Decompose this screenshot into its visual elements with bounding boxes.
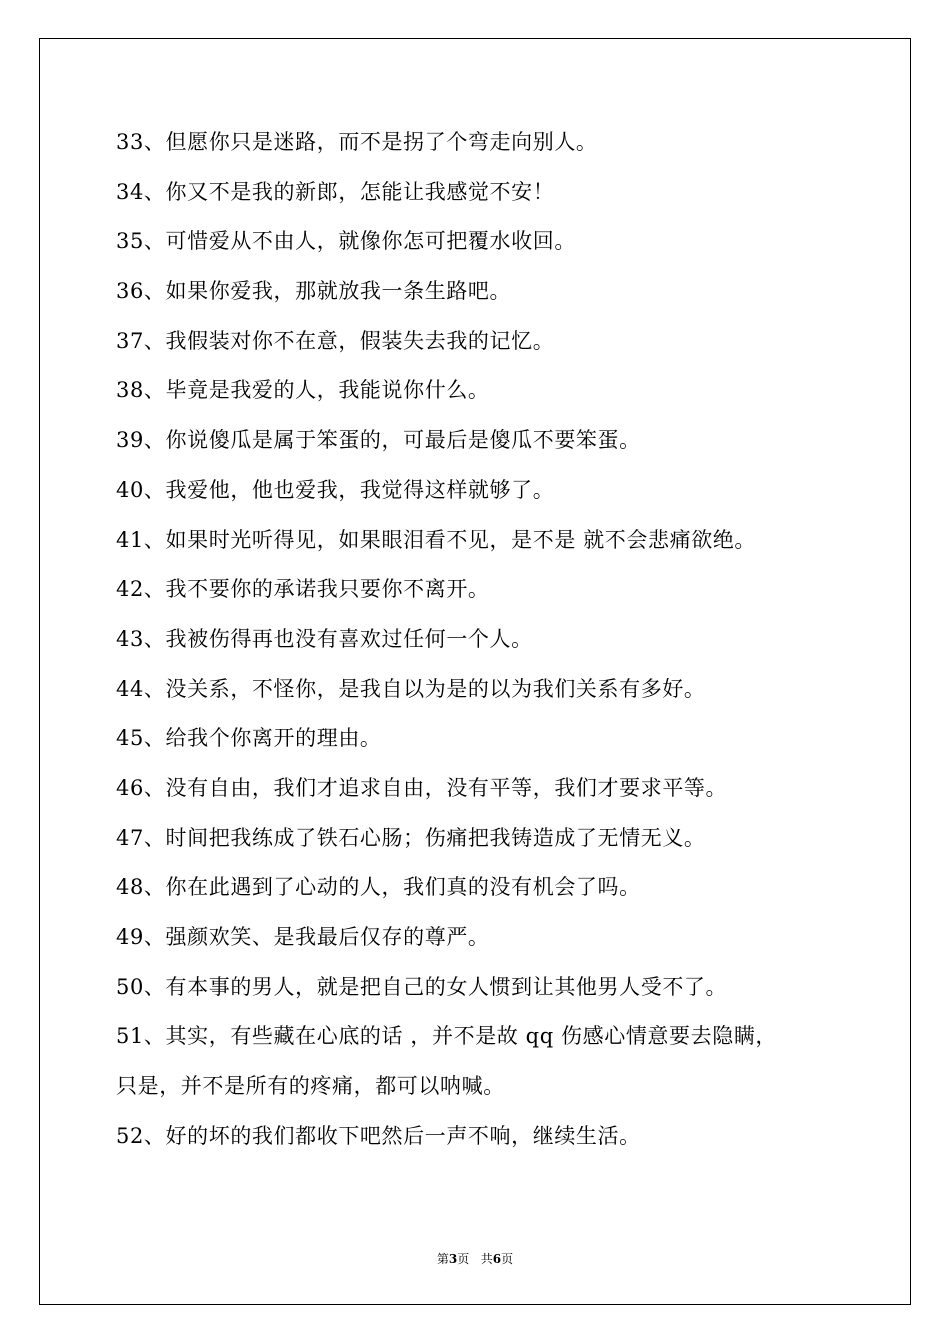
total-page-number: 6 bbox=[492, 1252, 502, 1266]
text-line: 34、你又不是我的新郎，怎能让我感觉不安！ bbox=[116, 179, 555, 204]
text-line: 44、没关系，不怪你，是我自以为是的以为我们关系有多好。 bbox=[116, 676, 706, 701]
text-line: 只是，并不是所有的疼痛，都可以呐喊。 bbox=[116, 1074, 505, 1099]
page-footer bbox=[0, 1250, 950, 1267]
text-line: 52、好的坏的我们都收下吧然后一声不响，继续生活。 bbox=[116, 1123, 641, 1148]
text-line: 46、没有自由，我们才追求自由，没有平等，我们才要求平等。 bbox=[116, 775, 728, 800]
text-line: 49、强颜欢笑、是我最后仅存的尊严。 bbox=[116, 925, 490, 949]
text-line: 35、可惜爱从不由人，就像你怎可把覆水收回。 bbox=[116, 229, 576, 254]
total-prefix: 共 bbox=[480, 1252, 493, 1266]
text-line: 36、如果你爱我，那就放我一条生路吧。 bbox=[116, 279, 512, 304]
text-line: 43、我被伤得再也没有喜欢过任何一个人。 bbox=[116, 626, 533, 651]
page-prefix: 第 bbox=[436, 1252, 449, 1266]
text-line: 48、你在此遇到了心动的人，我们真的没有机会了吗。 bbox=[116, 875, 641, 900]
text-line: 47、时间把我练成了铁石心肠；伤痛把我铸造成了无情无义。 bbox=[116, 825, 706, 850]
text-line: 42、我不要你的承诺我只要你不离开。 bbox=[116, 577, 490, 602]
text-line: 38、毕竟是我爱的人，我能说你什么。 bbox=[116, 378, 490, 403]
text-line: 45、给我个你离开的理由。 bbox=[116, 726, 382, 751]
text-line: 33、但愿你只是迷路，而不是拐了个弯走向别人。 bbox=[116, 130, 598, 154]
text-line: 39、你说傻瓜是属于笨蛋的，可最后是傻瓜不要笨蛋。 bbox=[116, 428, 641, 453]
text-line: 51、其实，有些藏在心底的话 ，并不是故 qq 伤感心情意要去隐瞒， bbox=[116, 1024, 778, 1049]
text-line: 40、我爱他，他也爱我，我觉得这样就够了。 bbox=[116, 477, 555, 502]
text-line: 37、我假装对你不在意，假装失去我的记忆。 bbox=[116, 328, 555, 353]
text-line: 50、有本事的男人，就是把自己的女人惯到让其他男人受不了。 bbox=[116, 974, 728, 999]
total-suffix: 页 bbox=[501, 1252, 514, 1266]
text-line: 41、如果时光听得见，如果眼泪看不见，是不是 就不会悲痛欲绝。 bbox=[116, 527, 756, 552]
document-body bbox=[116, 130, 856, 1173]
page-suffix: 页 bbox=[457, 1252, 470, 1266]
current-page-number: 3 bbox=[448, 1252, 458, 1266]
